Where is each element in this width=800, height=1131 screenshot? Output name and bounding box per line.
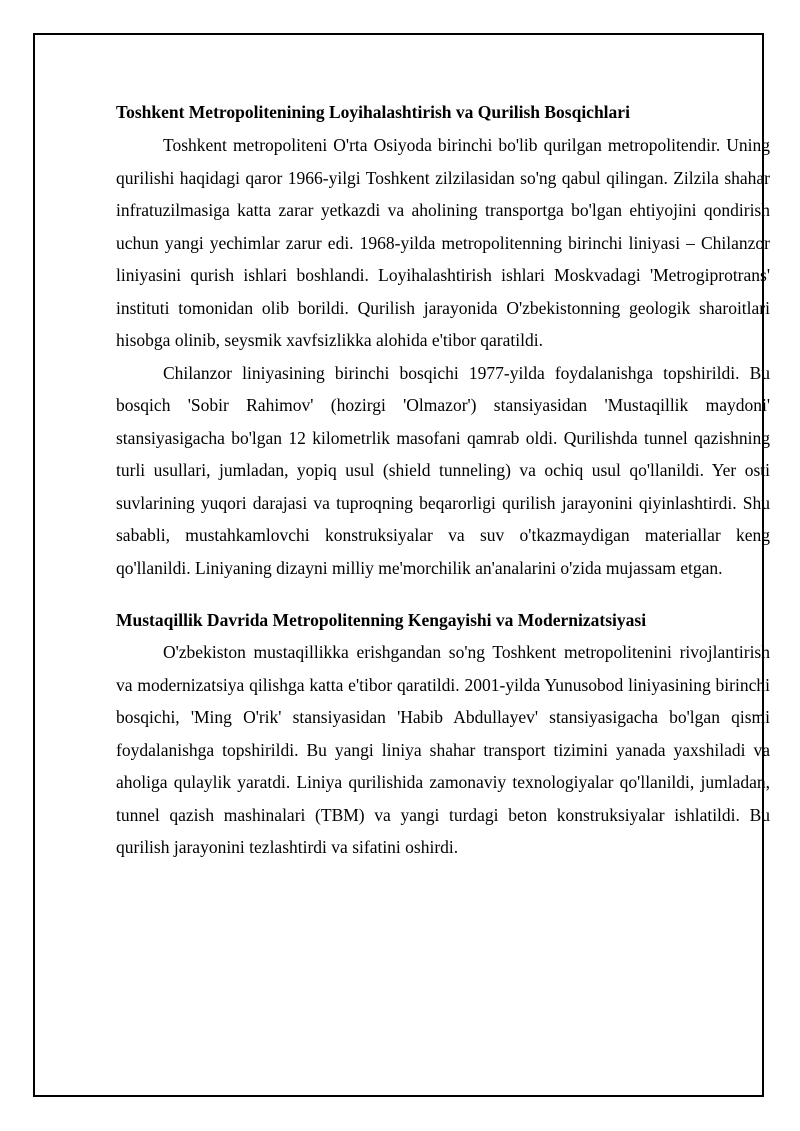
section-1-heading: Toshkent Metropolitenining Loyihalashtirish va Qurilish Bosqichlari — [116, 102, 630, 122]
document-body — [116, 96, 770, 864]
section-2-heading: Mustaqillik Davrida Metropolitenning Kengayishi va Modernizatsiyasi — [116, 610, 647, 630]
section-1-paragraph-2: Chilanzor liniyasining birinchi bosqichi 1977-yilda foydalanishga topshirildi. Bu bosqich 'Sobir Rahimov' (hozirgi 'Olmazor') stansiyasidan 'Mustaqillik maydoni' stansiyasigacha bo'lgan 12 kilometrlik masofani qamrab oldi. Qurilishda tunnel qazishning turli usullari, jumladan, yopiq usul (shield tunneling) va ochiq usul qo'llanildi. Yer osti suvlarining yuqori darajasi va tuproqning beqarorligi qurilish jarayonini qiyinlashtirdi. Shu sababli, mustahkamlovchi konstruksiyalar va suv o'tkazmaydigan materiallar keng qo'llanildi. Liniyaning dizayni milliy me'morchilik an'analarini o'zida mujassam etgan. — [116, 362, 770, 578]
section-1-paragraph-1: Toshkent metropoliteni O'rta Osiyoda birinchi bo'lib qurilgan metropolitendir. Uning qurilishi haqidagi qaror 1966-yilgi Toshkent zilzilasidan so'ng qabul qilingan. Zilzila shahar infratuzilmasiga katta zarar yetkazdi va aholining transportga bo'lgan ehtiyojini qondirish uchun yangi yechimlar zarur edi. 1968-yilda metropolitenning birinchi liniyasi – Chilanzor liniyasini qurish ishlari boshlandi. Loyihalashtirish ishlari Moskvadagi 'Metrogiprotrans' instituti tomonidan olib borildi. Qurilish jarayonida O'zbekistonning geologik sharoitlari hisobga olinib, seysmik xavfsizlikka alohida e'tibor qaratildi. — [116, 135, 770, 350]
section-2-paragraph-1: O'zbekiston mustaqillikka erishgandan so'ng Toshkent metropolitenini rivojlantirish va modernizatsiya qilishga katta e'tibor qaratildi. 2001-yilda Yunusobod liniyasining birinchi bosqichi, 'Ming O'rik' stansiyasidan 'Habib Abdullayev' stansiyasigacha bo'lgan qismi foydalanishga topshirildi. Bu yangi liniya shahar transport tizimini yanada yaxshiladi va aholiga qulaylik yaratdi. Liniya qurilishida zamonaviy texnologiyalar qo'llanildi, jumladan, tunnel qazish mashinalari (TBM) va yangi turdagi beton konstruksiyalar ishlatildi. Bu qurilish jarayonini tezlashtirdi va sifatini oshirdi. — [116, 642, 770, 857]
